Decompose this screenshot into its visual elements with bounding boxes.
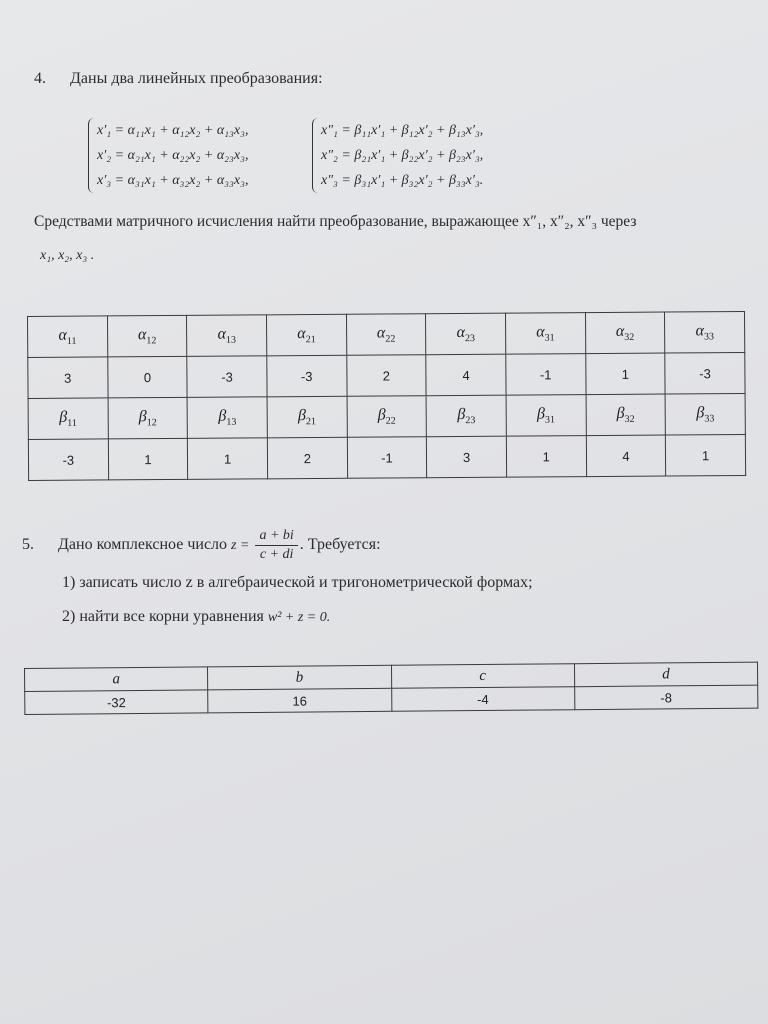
fraction-numerator: a + bi: [255, 528, 297, 546]
beta-header-cell: $\beta_{32}$: [586, 394, 666, 436]
beta-header-cell: $\beta_{11}$: [28, 398, 108, 440]
complex-value-cell: 16: [208, 688, 391, 713]
beta-header-cell: $\beta_{13}$: [187, 397, 267, 439]
fraction: [255, 528, 297, 563]
alpha-header-cell: $\alpha_{32}$: [585, 312, 665, 354]
alpha-value-cell: -3: [267, 355, 347, 397]
problem-5-item-2-text: 2) найти все корни уравнения: [62, 608, 264, 625]
complex-parameters-table: [24, 662, 758, 715]
problem-5-item-2-equation: w² + z = 0.: [267, 610, 331, 625]
alpha-header-cell: $\alpha_{31}$: [505, 313, 585, 355]
system-1-eq-2: x′₂ = α₂₁x₁ + α₂₂x₂ + α₂₃x₃,: [97, 148, 249, 163]
beta-header-cell: $\beta_{21}$: [267, 396, 347, 438]
complex-value-cell: -32: [25, 690, 208, 715]
beta-value-cell: 2: [267, 437, 347, 479]
alpha-header-cell: $\alpha_{12}$: [107, 315, 187, 357]
system-2: [312, 118, 483, 193]
beta-values-row: [28, 434, 745, 480]
alpha-value-cell: 4: [426, 354, 506, 396]
alpha-header-cell: $\alpha_{13}$: [187, 315, 267, 357]
complex-header-cell: b: [208, 665, 391, 690]
system-2-eq-2: x″₂ = β₂₁x′₁ + β₂₂x′₂ + β₂₃x′₃,: [321, 148, 484, 163]
beta-value-cell: -3: [28, 439, 108, 481]
problem-5-item-2: [62, 608, 330, 626]
problem-4-task-line-1: Средствами матричного исчисления найти преобразование, выражающее x″₁, x″₂, x″₃ через: [34, 213, 637, 230]
complex-header-cell: a: [25, 667, 208, 692]
problem-4-title: Даны два линейных преобразования:: [70, 70, 323, 87]
alpha-value-cell: -3: [187, 356, 267, 398]
beta-header-row: [28, 393, 745, 439]
system-1-eq-3: x′₃ = α₃₁x₁ + α₃₂x₂ + α₃₃x₃,: [97, 173, 249, 188]
fraction-denominator: c + di: [259, 547, 294, 562]
alpha-header-cell: $\alpha_{33}$: [665, 311, 745, 353]
alpha-value-cell: 0: [107, 356, 187, 398]
complex-value-cell: -4: [391, 687, 574, 712]
system-1: [88, 118, 248, 193]
complex-header-cell: c: [391, 664, 574, 689]
alpha-header-cell: $\alpha_{21}$: [266, 314, 346, 356]
alpha-value-cell: -3: [665, 352, 745, 394]
alpha-value-cell: 3: [28, 357, 108, 399]
problem-5-heading: [22, 528, 381, 563]
complex-value-cell: -8: [574, 685, 757, 710]
beta-value-cell: 1: [506, 436, 586, 478]
beta-value-cell: 3: [427, 436, 507, 478]
problem-4-heading: [34, 70, 323, 88]
problem-5-intro: Дано комплексное число: [58, 536, 228, 554]
beta-value-cell: 1: [108, 438, 188, 480]
alpha-value-cell: 1: [585, 353, 665, 395]
beta-value-cell: -1: [347, 437, 427, 479]
problem-4-task-line-2: x₁, x₂, x₃ .: [40, 248, 95, 263]
beta-value-cell: 1: [188, 438, 268, 480]
problem-4-number: 4.: [34, 70, 46, 87]
problem-5-number: 5.: [22, 536, 34, 554]
problem-5-item-1: 1) записать число z в алгебраической и тригонометрической формах;: [62, 574, 533, 591]
beta-header-cell: $\beta_{23}$: [426, 395, 506, 437]
beta-header-cell: $\beta_{31}$: [506, 395, 586, 437]
alpha-header-cell: $\alpha_{22}$: [346, 314, 426, 356]
alpha-values-row: [28, 352, 745, 398]
beta-header-cell: $\beta_{33}$: [665, 393, 745, 435]
alpha-header-row: [28, 311, 745, 357]
coefficients-table: [27, 311, 746, 481]
system-2-eq-3: x″₃ = β₃₁x′₁ + β₃₂x′₂ + β₃₃x′₃.: [321, 173, 484, 188]
alpha-value-cell: -1: [506, 354, 586, 396]
problem-5-z-eq: z =: [231, 538, 250, 554]
beta-value-cell: 4: [586, 435, 666, 477]
problem-5-tail: . Требуется:: [299, 536, 381, 554]
beta-header-cell: $\beta_{12}$: [108, 397, 188, 439]
system-2-eq-1: x″₁ = β₁₁x′₁ + β₁₂x′₂ + β₁₃x′₃,: [321, 123, 484, 138]
alpha-header-cell: $\alpha_{23}$: [426, 313, 506, 355]
beta-header-cell: $\beta_{22}$: [347, 396, 427, 438]
system-1-eq-1: x′₁ = α₁₁x₁ + α₁₂x₂ + α₁₃x₃,: [97, 123, 249, 138]
alpha-header-cell: $\alpha_{11}$: [28, 316, 108, 358]
complex-header-cell: d: [574, 662, 757, 687]
alpha-value-cell: 2: [346, 355, 426, 397]
beta-value-cell: 1: [666, 434, 746, 476]
